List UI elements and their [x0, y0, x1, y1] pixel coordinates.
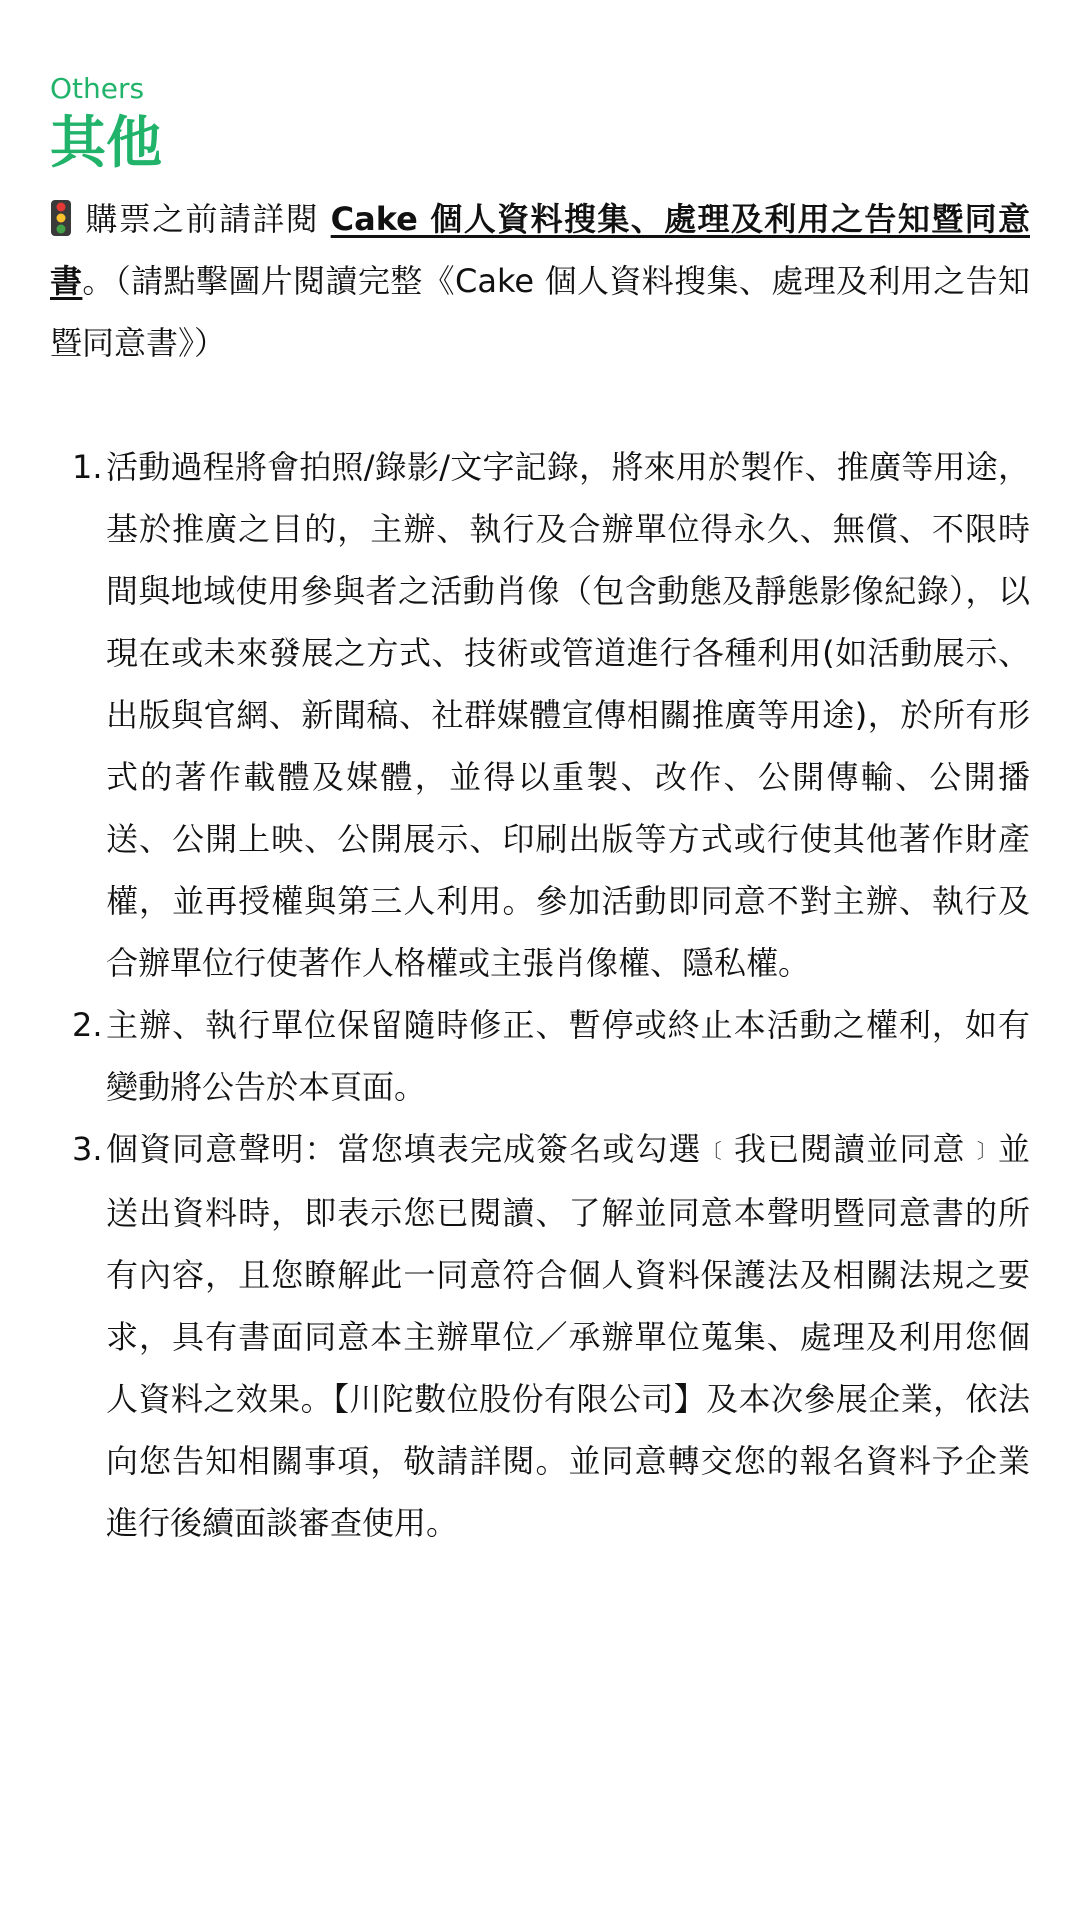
- traffic-light-icon: [50, 194, 72, 230]
- consent-document-link[interactable]: Cake 個人資料搜集、處理及利用之告知暨同意書: [50, 200, 1030, 300]
- list-item-text: 主辦、執行單位保留隨時修正、暫停或終止本活動之權利，如有變動將公告於本頁面。: [106, 1006, 1030, 1106]
- consent-phrase: 我已閱讀並同意: [722, 1130, 977, 1168]
- intro-paragraph: [50, 188, 1030, 374]
- list-item-text-continued: 並送出資料時，即表示您已閱讀、了解並同意本聲明暨同意書的所有內容，且您瞭解此一同意符合個人資料保護法及相關法規之要求，具有書面同意本主辦單位／承辦單位蒐集、處理及利用您個人資料之效果。【川陀數位股份有限公司】及本次參展企業，依法向您告知相關事項，敬請詳閱。並同意轉交您的報名資料予企業進行後續面談審查使用。: [106, 1130, 1030, 1542]
- bracket-open: 〔: [701, 1139, 723, 1163]
- list-item-number: 1.: [72, 448, 103, 486]
- intro-prefix: 購票之前請詳閱: [84, 200, 331, 238]
- list-item-number: 3.: [72, 1130, 103, 1168]
- section-label: Others: [50, 72, 145, 105]
- list-item-text: 個資同意聲明：當您填表完成簽名或勾選: [106, 1130, 702, 1168]
- list-item: [50, 1118, 1030, 1554]
- list-item: [50, 436, 1030, 994]
- intro-suffix: 。（請點擊圖片閱讀完整《Cake 個人資料搜集、處理及利用之告知暨同意書》）: [50, 262, 1030, 362]
- list-item-number: 2.: [72, 1006, 103, 1044]
- bracket-close: 〕: [976, 1139, 998, 1163]
- list-item-text: 活動過程將會拍照/錄影/文字記錄，將來用於製作、推廣等用途，基於推廣之目的，主辦、執行及合辦單位得永久、無償、不限時間與地域使用參與者之活動肖像（包含動態及靜態影像紀錄），以現在或未來發展之方式、技術或管道進行各種利用(如活動展示、出版與官網、新聞稿、社群媒體宣傳相關推廣等用途)，於所有形式的著作載體及媒體，並得以重製、改作、公開傳輸、公開播送、公開上映、公開展示、印刷出版等方式或行使其他著作財產權，並再授權與第三人利用。參加活動即同意不對主辦、執行及合辦單位行使著作人格權或主張肖像權、隱私權。: [106, 448, 1030, 982]
- list-item: [50, 994, 1030, 1118]
- terms-list: [50, 436, 1030, 1554]
- section-title: 其他: [50, 111, 162, 176]
